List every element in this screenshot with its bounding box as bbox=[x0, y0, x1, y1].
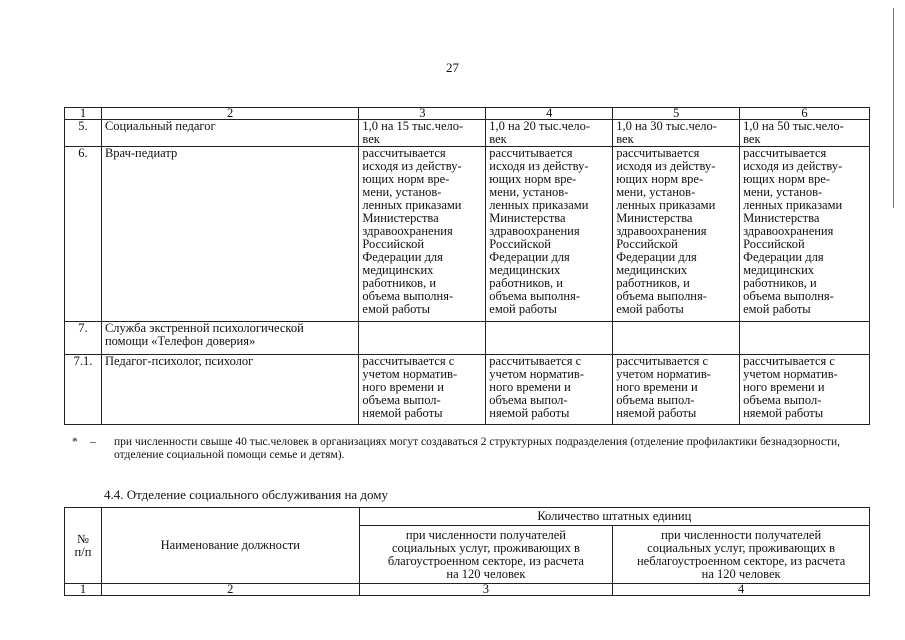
norm-cell: 1,0 на 50 тыс.чело- век bbox=[740, 120, 870, 147]
norm-cell bbox=[359, 322, 486, 355]
table-row bbox=[65, 322, 870, 355]
norm-cell bbox=[613, 322, 740, 355]
column-header-number: № п/п bbox=[65, 508, 102, 584]
header-row bbox=[65, 508, 870, 526]
page-number: 27 bbox=[446, 60, 459, 75]
footnote-text: при численности свыше 40 тыс.человек в организациях могут создаваться 2 структурных подразделения (отделение профилактики безнадзорности, отделение социальной помощи семье и детям). bbox=[114, 436, 841, 461]
norm-cell: рассчитывается исходя из действу- ющих норм вре- мени, установ- ленных приказами Министерства здравоохранения Российской Федерации для медицинских работников, и объема выполня- емой работы bbox=[359, 147, 486, 322]
column-header-improved-sector: при численности получателей социальных услуг, проживающих в благоустроенном секторе, из расчета на 120 человек bbox=[359, 526, 613, 584]
table-row bbox=[65, 355, 870, 425]
norm-cell: рассчитывается исходя из действу- ющих норм вре- мени, установ- ленных приказами Министерства здравоохранения Российской Федерации для медицинских работников, и объема выполня- емой работы bbox=[740, 147, 870, 322]
column-number-row bbox=[65, 108, 870, 120]
section-title: 4.4. Отделение социального обслуживания на дому bbox=[104, 487, 389, 502]
norm-cell: рассчитывается с учетом норматив- ного времени и объема выпол- няемой работы bbox=[486, 355, 613, 425]
position-name: Социальный педагог bbox=[101, 120, 358, 147]
norm-cell: 1,0 на 30 тыс.чело- век bbox=[613, 120, 740, 147]
staffing-table-continued bbox=[64, 107, 870, 425]
norm-cell: 1,0 на 15 тыс.чело- век bbox=[359, 120, 486, 147]
column-number: 4 bbox=[613, 584, 870, 596]
column-header-unimproved-sector: при численности получателей социальных услуг, проживающих в неблагоустроенном секторе, из расчета на 120 человек bbox=[613, 526, 870, 584]
norm-cell bbox=[486, 322, 613, 355]
footnote bbox=[64, 436, 870, 462]
column-header-position: Наименование должности bbox=[101, 508, 359, 584]
table-row bbox=[65, 120, 870, 147]
norm-cell: 1,0 на 20 тыс.чело- век bbox=[486, 120, 613, 147]
scan-edge-line bbox=[893, 8, 894, 208]
column-header-group: Количество штатных единиц bbox=[359, 508, 869, 526]
footnote-dash: – bbox=[90, 436, 96, 448]
norm-cell: рассчитывается исходя из действу- ющих норм вре- мени, установ- ленных приказами Министерства здравоохранения Российской Федерации для медицинских работников, и объема выполня- емой работы bbox=[486, 147, 613, 322]
row-number: 6. bbox=[65, 147, 102, 322]
column-number: 3 bbox=[359, 584, 613, 596]
row-number: 5. bbox=[65, 120, 102, 147]
row-number: 7. bbox=[65, 322, 102, 355]
norm-cell: рассчитывается с учетом норматив- ного времени и объема выпол- няемой работы bbox=[613, 355, 740, 425]
home-service-staffing-table bbox=[64, 507, 870, 596]
norm-cell bbox=[740, 322, 870, 355]
column-number: 5 bbox=[613, 108, 740, 120]
table-row bbox=[65, 147, 870, 322]
norm-cell: рассчитывается исходя из действу- ющих норм вре- мени, установ- ленных приказами Министерства здравоохранения Российской Федерации для медицинских работников, и объема выполня- емой работы bbox=[613, 147, 740, 322]
norm-cell: рассчитывается с учетом норматив- ного времени и объема выпол- няемой работы bbox=[359, 355, 486, 425]
position-name: Врач-педиатр bbox=[101, 147, 358, 322]
column-number: 3 bbox=[359, 108, 486, 120]
column-number: 6 bbox=[740, 108, 870, 120]
column-number-row bbox=[65, 584, 870, 596]
column-number: 2 bbox=[101, 584, 359, 596]
row-number: 7.1. bbox=[65, 355, 102, 425]
position-name: Педагог-психолог, психолог bbox=[101, 355, 358, 425]
column-number: 1 bbox=[65, 108, 102, 120]
norm-cell: рассчитывается с учетом норматив- ного времени и объема выпол- няемой работы bbox=[740, 355, 870, 425]
column-number: 2 bbox=[101, 108, 358, 120]
column-number: 4 bbox=[486, 108, 613, 120]
column-number: 1 bbox=[65, 584, 102, 596]
footnote-mark: * bbox=[72, 436, 78, 448]
position-name: Служба экстренной психологической помощи «Телефон доверия» bbox=[101, 322, 358, 355]
